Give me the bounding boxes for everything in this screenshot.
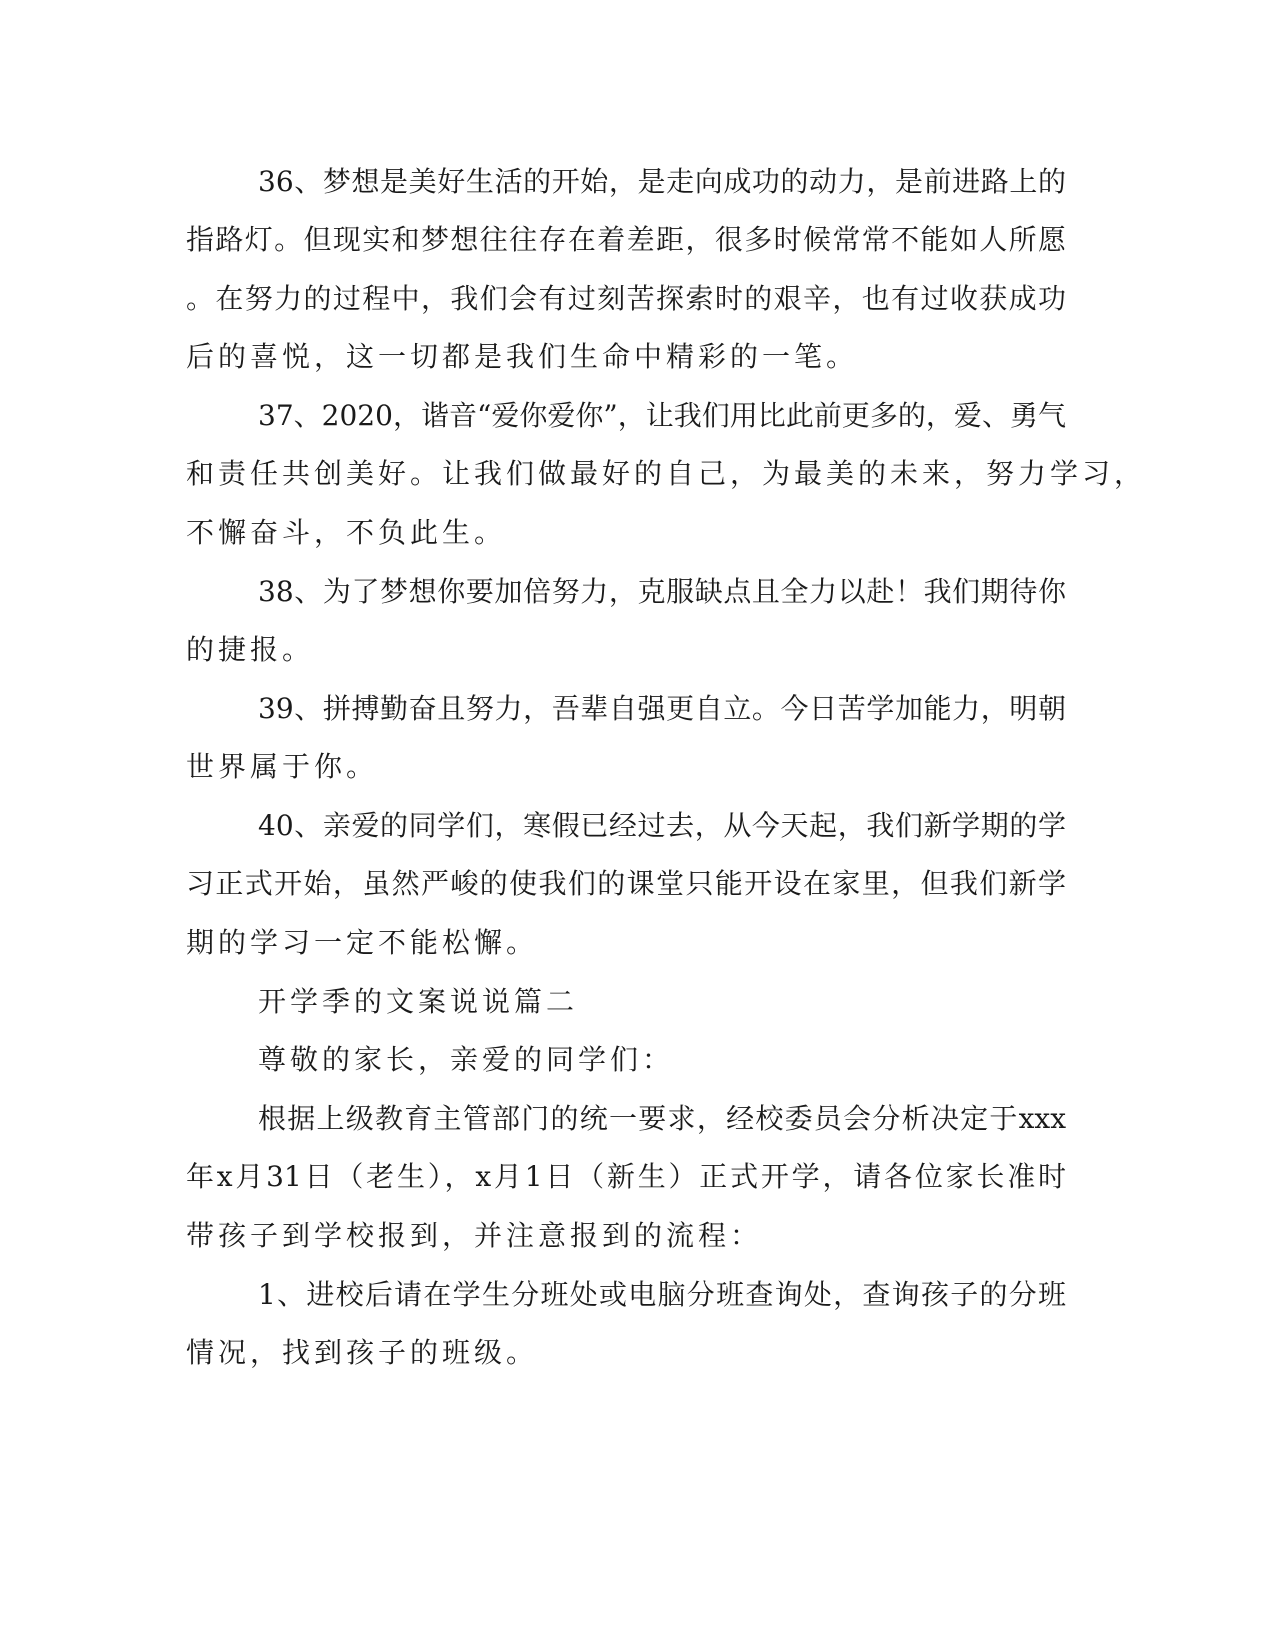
notice-line-3: 带孩子到学校报到，并注意报到的流程： <box>186 1219 763 1252</box>
paragraph-40-line-1: 40、亲爱的同学们，寒假已经过去，从今天起，我们新学期的学 <box>258 809 1066 842</box>
paragraph-38-line-1: 38、为了梦想你要加倍努力，克服缺点且全力以赴！我们期待你 <box>258 575 1066 608</box>
section-heading: 开学季的文案说说篇二 <box>258 985 579 1018</box>
paragraph-38-line-2: 的捷报。 <box>186 633 315 666</box>
step-1-line-2: 情况，找到孩子的班级。 <box>186 1336 539 1369</box>
paragraph-36-line-1: 36、梦想是美好生活的开始，是走向成功的动力，是前进路上的 <box>258 165 1066 198</box>
paragraph-37-line-1: 37、2020，谐音“爱你爱你”，让我们用比此前更多的，爱、勇气 <box>258 399 1066 432</box>
paragraph-39-line-1: 39、拼搏勤奋且努力，吾辈自强更自立。今日苦学加能力，明朝 <box>258 692 1066 725</box>
paragraph-39-line-2: 世界属于你。 <box>186 750 379 783</box>
paragraph-36-line-2: 指路灯。但现实和梦想往往存在着差距，很多时候常常不能如人所愿 <box>186 223 1066 256</box>
step-1-line-1: 1、进校后请在学生分班处或电脑分班查询处，查询孩子的分班 <box>258 1278 1066 1311</box>
salutation: 尊敬的家长，亲爱的同学们： <box>258 1043 675 1076</box>
paragraph-36-line-4: 后的喜悦，这一切都是我们生命中精彩的一笔。 <box>186 340 859 373</box>
notice-line-1: 根据上级教育主管部门的统一要求，经校委员会分析决定于xxx <box>258 1102 1066 1135</box>
paragraph-40-line-3: 期的学习一定不能松懈。 <box>186 926 539 959</box>
paragraph-37-line-2: 和责任共创美好。让我们做最好的自己，为最美的未来，努力学习， <box>186 457 1147 490</box>
paragraph-40-line-2: 习正式开始，虽然严峻的使我们的课堂只能开设在家里，但我们新学 <box>186 867 1066 900</box>
paragraph-37-line-3: 不懈奋斗，不负此生。 <box>186 516 507 549</box>
paragraph-36-line-3: 。在努力的过程中，我们会有过刻苦探索时的艰辛，也有过收获成功 <box>186 282 1066 315</box>
notice-line-2: 年x月31日（老生），x月1日（新生）正式开学，请各位家长准时 <box>186 1160 1066 1193</box>
